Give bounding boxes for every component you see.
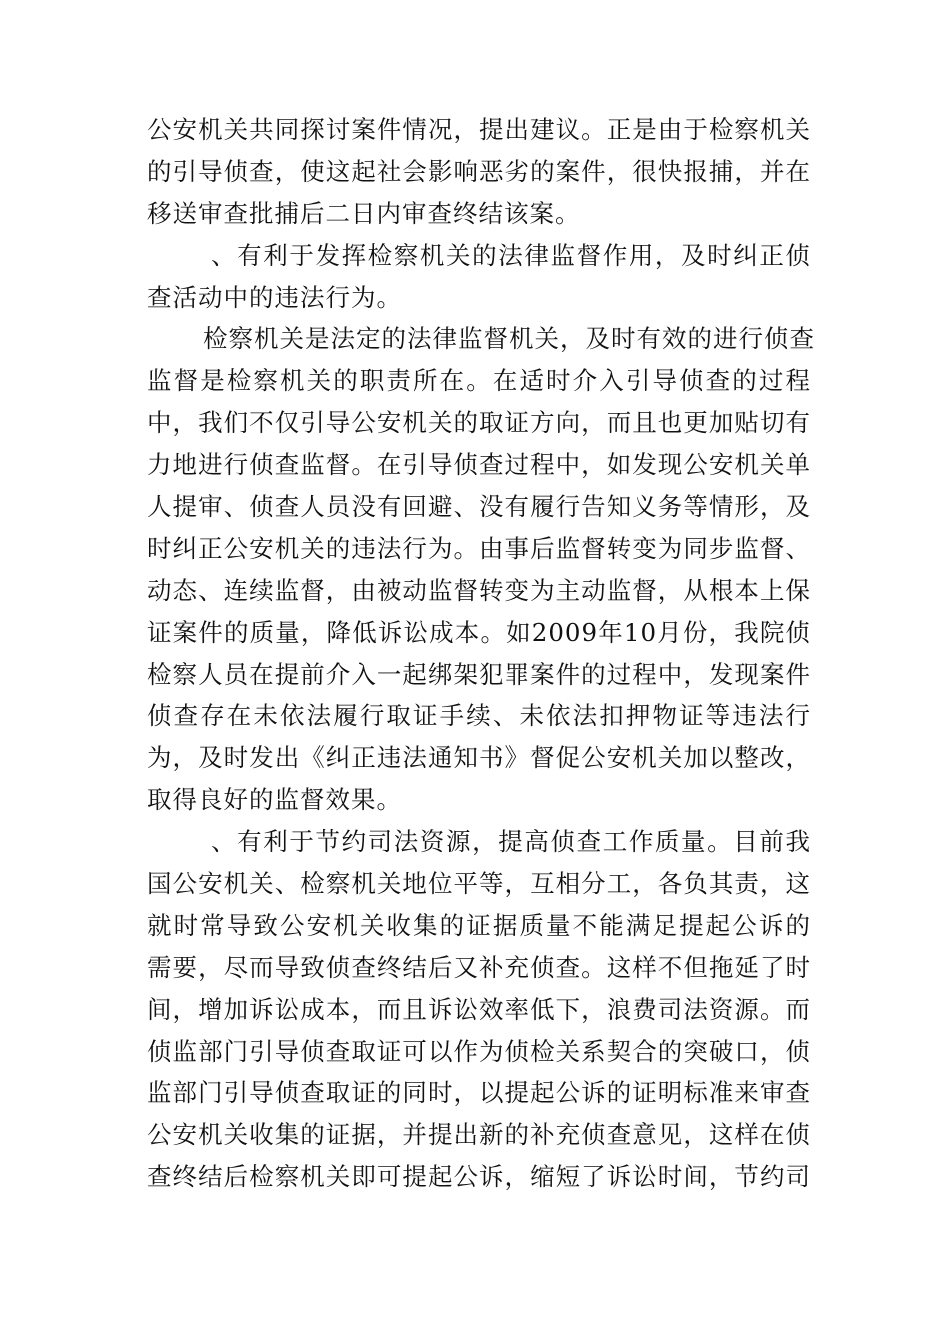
text-line: 检察人员在提前介入一起绑架犯罪案件的过程中，发现案件: [147, 659, 811, 689]
text-line: 力地进行侦查监督。在引导侦查过程中，如发现公安机关单: [147, 450, 811, 480]
text-line: 监督是检察机关的职责所在。在适时介入引导侦查的过程: [147, 366, 811, 396]
text-line: 就时常导致公安机关收集的证据质量不能满足提起公诉的: [147, 910, 811, 940]
text-line: 查终结后检察机关即可提起公诉，缩短了诉讼时间，节约司: [147, 1162, 811, 1192]
text-line: 动态、连续监督，由被动监督转变为主动监督，从根本上保: [147, 575, 811, 605]
text-line: 人提审、侦查人员没有回避、没有履行告知义务等情形，及: [147, 492, 811, 522]
text-line: 公安机关收集的证据，并提出新的补充侦查意见，这样在侦: [147, 1120, 811, 1150]
text-line: 时纠正公安机关的违法行为。由事后监督转变为同步监督、: [147, 533, 811, 563]
text-line: 查活动中的违法行为。: [147, 282, 402, 312]
text-line: 监部门引导侦查取证的同时，以提起公诉的证明标准来审查: [147, 1078, 811, 1108]
text-line: 侦查存在未依法履行取证手续、未依法扣押物证等违法行: [147, 701, 811, 731]
text-line: 间，增加诉讼成本，而且诉讼效率低下，浪费司法资源。而: [147, 994, 811, 1024]
text-line: 移送审查批捕后二日内审查终结该案。: [147, 198, 581, 228]
list-heading-line: 、有利于节约司法资源，提高侦查工作质量。目前我: [211, 827, 811, 857]
text-line: 取得良好的监督效果。: [147, 785, 402, 815]
list-heading-line: 、有利于发挥检察机关的法律监督作用，及时纠正侦: [211, 240, 811, 270]
text-line: 侦监部门引导侦查取证可以作为侦检关系契合的突破口，侦: [147, 1036, 811, 1066]
text-line: 为，及时发出《纠正违法通知书》督促公安机关加以整改，: [147, 743, 811, 773]
text-line: 中，我们不仅引导公安机关的取证方向，而且也更加贴切有: [147, 408, 811, 438]
body-text: [147, 109, 815, 1198]
text-line: 公安机关共同探讨案件情况，提出建议。正是由于检察机关: [147, 115, 811, 144]
text-line: 需要，尽而导致侦查终结后又补充侦查。这样不但拖延了时: [147, 952, 811, 982]
paragraph-first-line: 检察机关是法定的法律监督机关，及时有效的进行侦查: [203, 324, 815, 354]
text-line: 的引导侦查，使这起社会影响恶劣的案件，很快报捕，并在: [147, 156, 811, 186]
text-line: 证案件的质量，降低诉讼成本。如2009年10月份，我院侦: [147, 617, 811, 647]
text-line: 国公安机关、检察机关地位平等，互相分工，各负其责，这: [147, 869, 811, 899]
